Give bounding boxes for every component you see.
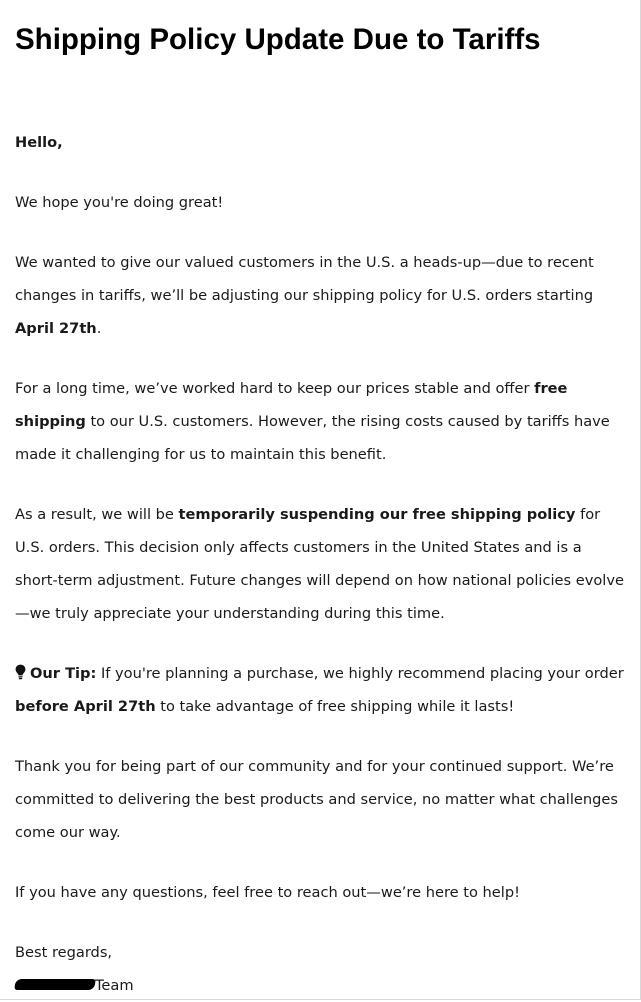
policy-change-end: . [96, 320, 102, 337]
background-text-end: to our U.S. customers. However, the rising costs caused by tariffs have made it challenging for us to maintain this benefit. [15, 413, 610, 463]
suspension-paragraph [15, 498, 627, 630]
suspension-text-end: for U.S. orders. This decision only affects customers in the United States and is a short-term adjustment. Future changes will depend on how national policies evolve—we truly appreciate your understanding during this time. [15, 506, 624, 622]
suspension-highlight: temporarily suspending our free shipping policy [178, 506, 576, 523]
tip-paragraph [15, 657, 627, 723]
greeting [15, 126, 627, 159]
redacted-brand-name [14, 979, 96, 990]
page-title: Shipping Policy Update Due to Tariffs [15, 23, 541, 56]
thanks-paragraph: Thank you for being part of our community and for your continued support. We’re committed to delivering the best products and service, no matter what challenges come our way. [15, 758, 618, 841]
tip-text-end: to take advantage of free shipping while it lasts! [155, 698, 515, 715]
signature-team: Team [95, 977, 134, 994]
policy-change-text: We wanted to give our valued customers in the U.S. a heads-up—due to recent changes in tariffs, we’ll be adjusting our shipping policy for U.S. orders starting [15, 254, 594, 304]
email-body [15, 126, 627, 1002]
signature [15, 969, 627, 1002]
background-paragraph [15, 372, 627, 471]
greeting-text: Hello, [15, 134, 63, 151]
tip-label: Our Tip: [30, 665, 97, 682]
lightbulb-icon [15, 664, 26, 680]
questions-paragraph: If you have any questions, feel free to reach out—we’re here to help! [15, 884, 520, 901]
closing: Best regards, [15, 944, 113, 961]
free-shipping-highlight: free shipping [15, 380, 568, 430]
background-text: For a long time, we’ve worked hard to keep our prices stable and offer [15, 380, 535, 397]
suspension-text: As a result, we will be [15, 506, 179, 523]
intro-paragraph: We hope you're doing great! [15, 194, 224, 211]
deadline-highlight: before April 27th [15, 698, 156, 715]
policy-change-paragraph [15, 246, 627, 345]
start-date-highlight: April 27th [15, 320, 97, 337]
tip-text: If you're planning a purchase, we highly recommend placing your order [96, 665, 624, 682]
